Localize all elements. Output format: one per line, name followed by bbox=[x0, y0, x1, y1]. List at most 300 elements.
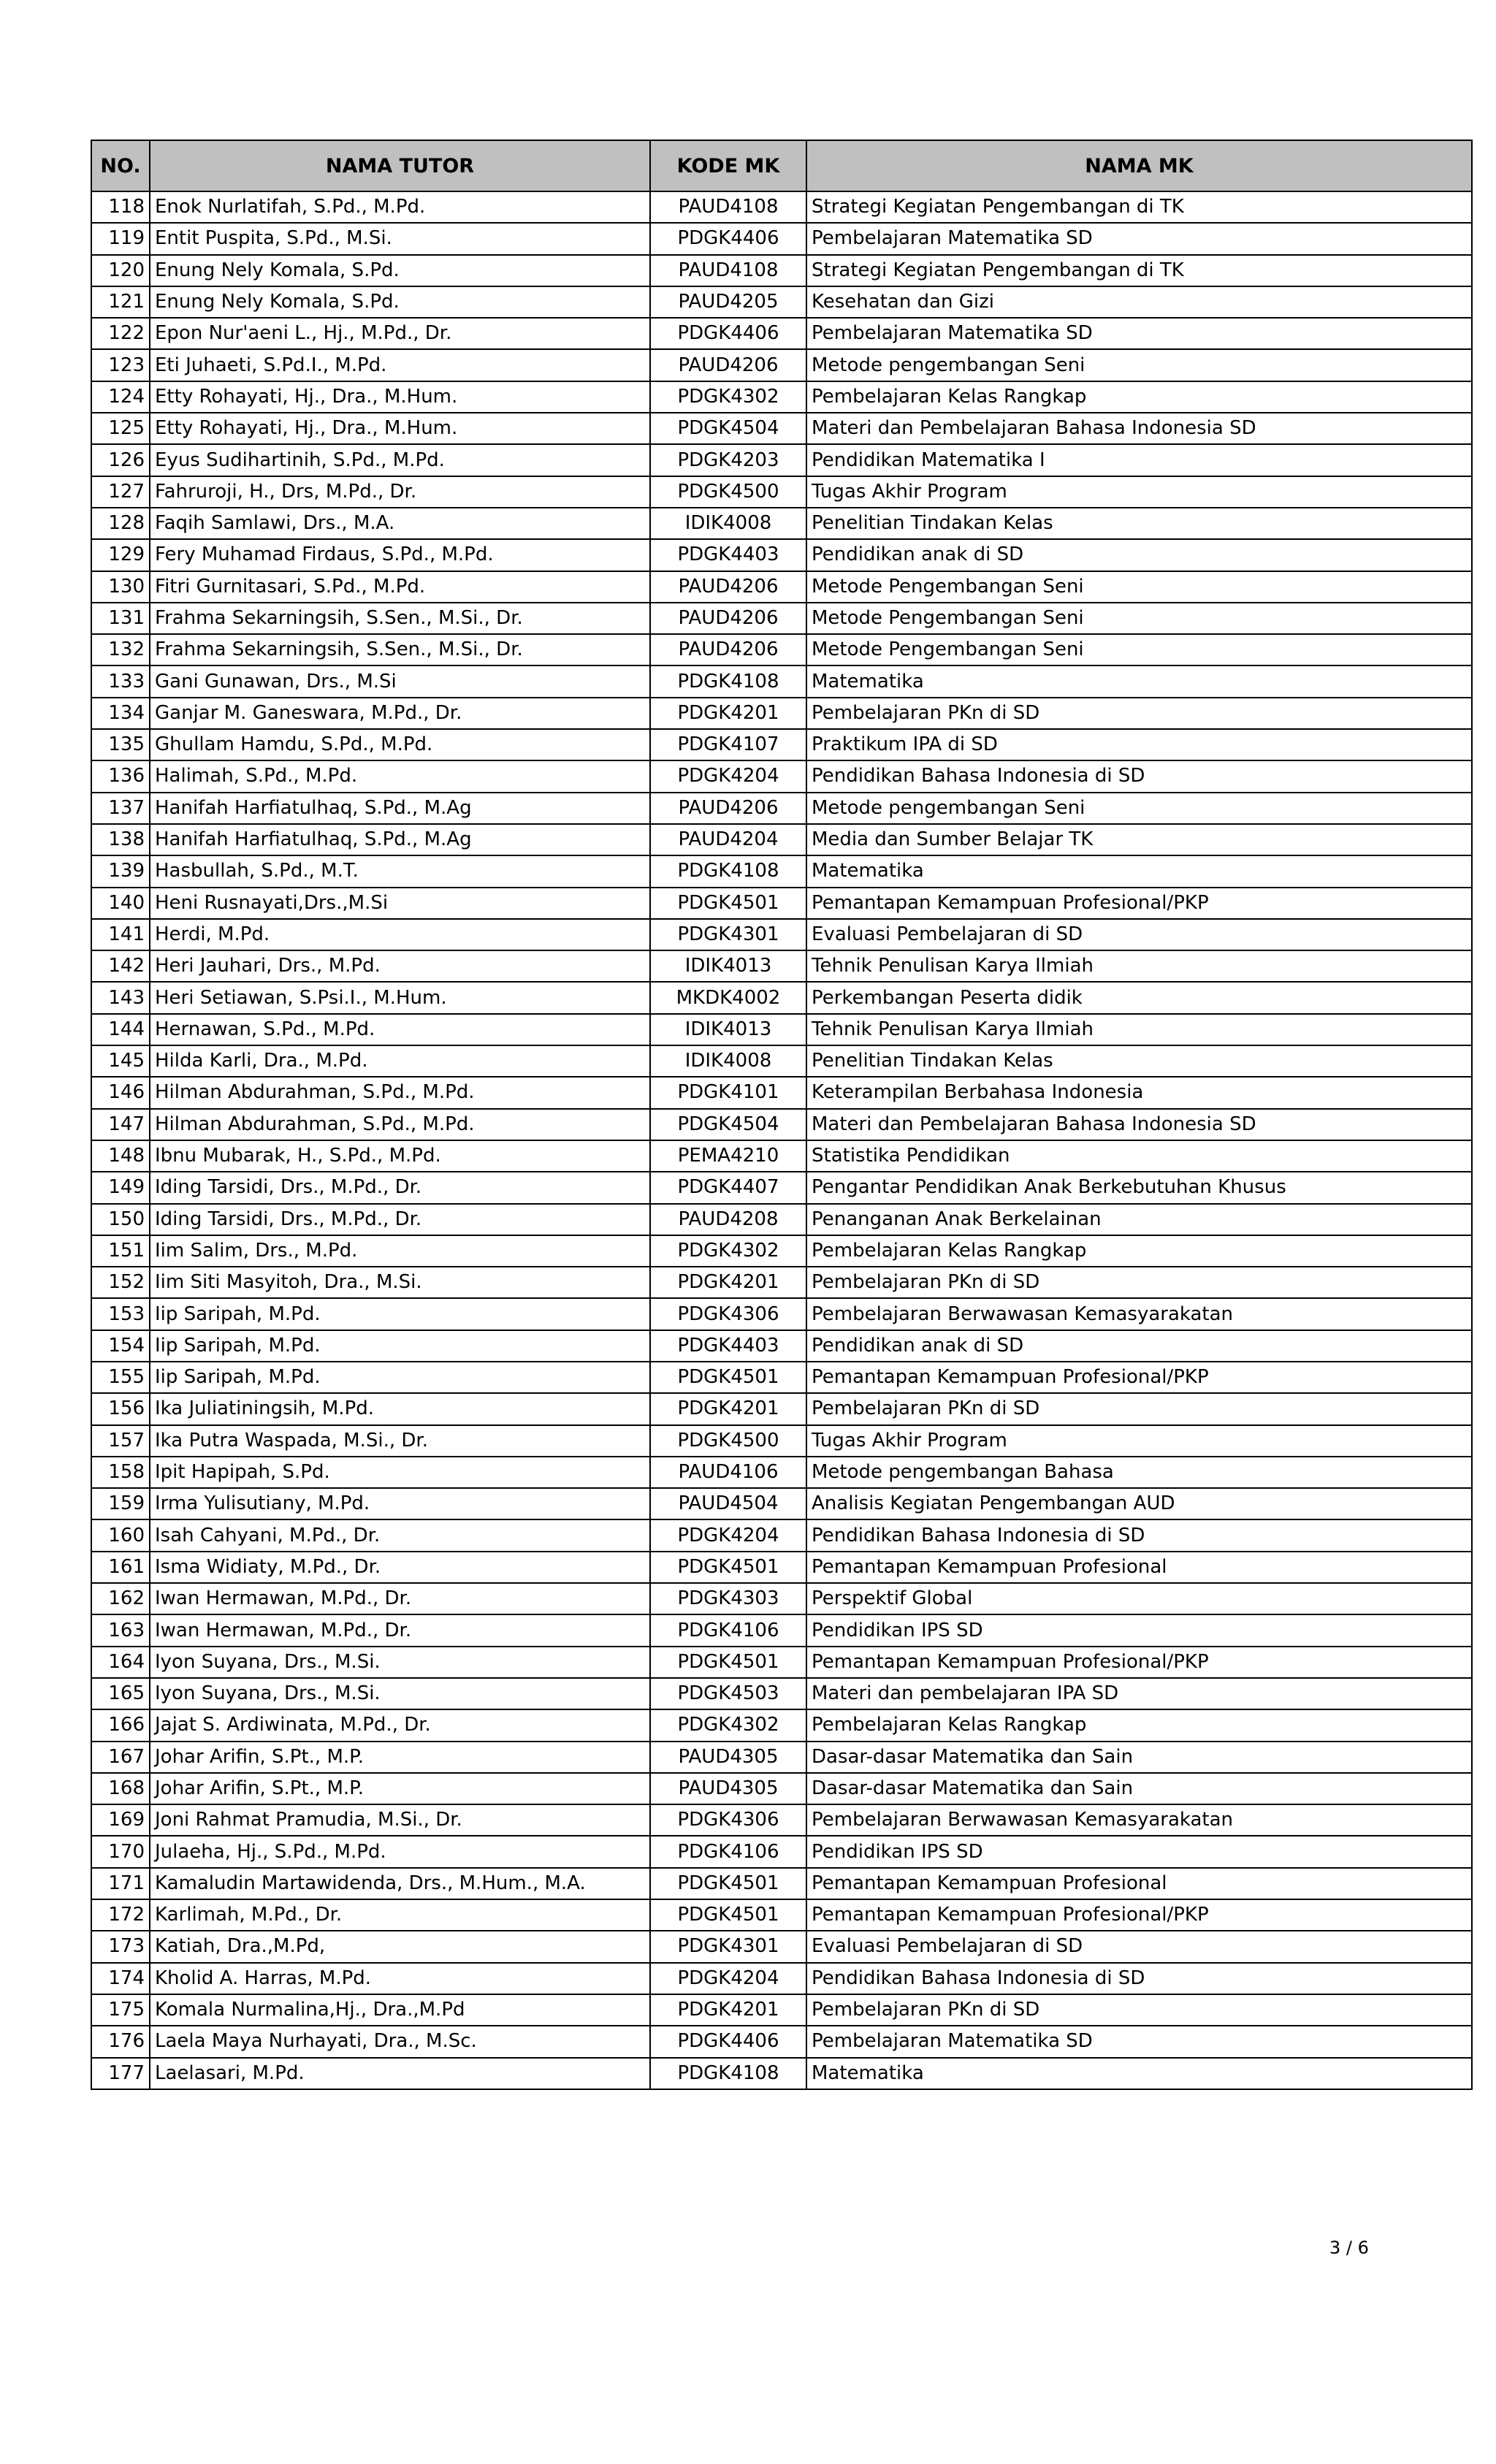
cell-nama-tutor: Laela Maya Nurhayati, Dra., M.Sc. bbox=[150, 2026, 650, 2057]
cell-nama-tutor: Faqih Samlawi, Drs., M.A. bbox=[150, 508, 650, 539]
cell-nama-mk: Metode Pengembangan Seni bbox=[806, 603, 1472, 634]
cell-nama-tutor: Iip Saripah, M.Pd. bbox=[150, 1298, 650, 1330]
table-row bbox=[91, 665, 1472, 697]
cell-nama-mk: Pembelajaran PKn di SD bbox=[806, 1994, 1472, 2026]
cell-nama-tutor: Frahma Sekarningsih, S.Sen., M.Si., Dr. bbox=[150, 634, 650, 665]
table-row bbox=[91, 1709, 1472, 1741]
cell-kode-mk: PAUD4305 bbox=[650, 1773, 806, 1804]
table-row bbox=[91, 1836, 1472, 1867]
cell-kode-mk: PDGK4106 bbox=[650, 1836, 806, 1867]
table-row bbox=[91, 1298, 1472, 1330]
cell-nama-tutor: Entit Puspita, S.Pd., M.Si. bbox=[150, 223, 650, 254]
cell-nama-mk: Tehnik Penulisan Karya Ilmiah bbox=[806, 950, 1472, 982]
cell-kode-mk: PDGK4201 bbox=[650, 1267, 806, 1298]
cell-no: 167 bbox=[91, 1742, 150, 1773]
cell-nama-tutor: Eyus Sudihartinih, S.Pd., M.Pd. bbox=[150, 444, 650, 476]
cell-no: 149 bbox=[91, 1172, 150, 1203]
cell-nama-tutor: Iim Salim, Drs., M.Pd. bbox=[150, 1235, 650, 1267]
cell-nama-tutor: Hanifah Harfiatulhaq, S.Pd., M.Ag bbox=[150, 793, 650, 824]
cell-nama-tutor: Frahma Sekarningsih, S.Sen., M.Si., Dr. bbox=[150, 603, 650, 634]
cell-nama-mk: Metode pengembangan Bahasa bbox=[806, 1457, 1472, 1488]
table-row bbox=[91, 223, 1472, 254]
cell-kode-mk: PDGK4108 bbox=[650, 665, 806, 697]
cell-nama-mk: Matematika bbox=[806, 855, 1472, 887]
cell-kode-mk: PDGK4407 bbox=[650, 1172, 806, 1203]
table-row bbox=[91, 1077, 1472, 1108]
cell-no: 127 bbox=[91, 476, 150, 508]
cell-no: 139 bbox=[91, 855, 150, 887]
cell-nama-tutor: Ika Putra Waspada, M.Si., Dr. bbox=[150, 1425, 650, 1457]
cell-nama-mk: Strategi Kegiatan Pengembangan di TK bbox=[806, 191, 1472, 223]
cell-no: 125 bbox=[91, 413, 150, 444]
cell-nama-mk: Materi dan Pembelajaran Bahasa Indonesia SD bbox=[806, 1109, 1472, 1140]
cell-nama-tutor: Heni Rusnayati,Drs.,M.Si bbox=[150, 888, 650, 919]
cell-kode-mk: PDGK4108 bbox=[650, 2058, 806, 2089]
cell-nama-mk: Keterampilan Berbahasa Indonesia bbox=[806, 1077, 1472, 1108]
cell-nama-tutor: Iim Siti Masyitoh, Dra., M.Si. bbox=[150, 1267, 650, 1298]
table-row bbox=[91, 1140, 1472, 1172]
cell-kode-mk: PDGK4504 bbox=[650, 1109, 806, 1140]
cell-nama-mk: Metode pengembangan Seni bbox=[806, 793, 1472, 824]
cell-nama-tutor: Heri Jauhari, Drs., M.Pd. bbox=[150, 950, 650, 982]
cell-no: 142 bbox=[91, 950, 150, 982]
table-row bbox=[91, 1204, 1472, 1235]
cell-nama-mk: Penelitian Tindakan Kelas bbox=[806, 508, 1472, 539]
table-row bbox=[91, 508, 1472, 539]
cell-nama-tutor: Fahruroji, H., Drs, M.Pd., Dr. bbox=[150, 476, 650, 508]
cell-nama-tutor: Johar Arifin, S.Pt., M.P. bbox=[150, 1773, 650, 1804]
cell-nama-mk: Penelitian Tindakan Kelas bbox=[806, 1045, 1472, 1077]
cell-nama-tutor: Fery Muhamad Firdaus, S.Pd., M.Pd. bbox=[150, 539, 650, 571]
table-row bbox=[91, 1109, 1472, 1140]
cell-kode-mk: PDGK4101 bbox=[650, 1077, 806, 1108]
cell-nama-mk: Pendidikan Bahasa Indonesia di SD bbox=[806, 760, 1472, 792]
cell-nama-mk: Tehnik Penulisan Karya Ilmiah bbox=[806, 1014, 1472, 1045]
cell-nama-mk: Pemantapan Kemampuan Profesional/PKP bbox=[806, 1647, 1472, 1678]
cell-kode-mk: PDGK4301 bbox=[650, 1931, 806, 1962]
cell-nama-tutor: Epon Nur'aeni L., Hj., M.Pd., Dr. bbox=[150, 318, 650, 349]
cell-nama-tutor: Etty Rohayati, Hj., Dra., M.Hum. bbox=[150, 381, 650, 413]
cell-nama-tutor: Iwan Hermawan, M.Pd., Dr. bbox=[150, 1583, 650, 1614]
cell-nama-tutor: Kamaludin Martawidenda, Drs., M.Hum., M.A. bbox=[150, 1868, 650, 1899]
table-row bbox=[91, 444, 1472, 476]
table-row bbox=[91, 793, 1472, 824]
cell-kode-mk: PDGK4501 bbox=[650, 1899, 806, 1931]
cell-kode-mk: PDGK4302 bbox=[650, 1709, 806, 1741]
cell-nama-tutor: Isah Cahyani, M.Pd., Dr. bbox=[150, 1519, 650, 1551]
cell-no: 121 bbox=[91, 286, 150, 318]
cell-kode-mk: PAUD4206 bbox=[650, 793, 806, 824]
cell-no: 134 bbox=[91, 698, 150, 729]
table-row bbox=[91, 1267, 1472, 1298]
table-row bbox=[91, 1804, 1472, 1836]
cell-nama-tutor: Iding Tarsidi, Drs., M.Pd., Dr. bbox=[150, 1204, 650, 1235]
cell-nama-mk: Pendidikan Bahasa Indonesia di SD bbox=[806, 1963, 1472, 1994]
cell-nama-mk: Strategi Kegiatan Pengembangan di TK bbox=[806, 255, 1472, 286]
table-row bbox=[91, 1457, 1472, 1488]
table-row bbox=[91, 1773, 1472, 1804]
cell-kode-mk: PAUD4504 bbox=[650, 1488, 806, 1519]
cell-no: 159 bbox=[91, 1488, 150, 1519]
cell-nama-mk: Pembelajaran Kelas Rangkap bbox=[806, 1709, 1472, 1741]
table-row bbox=[91, 855, 1472, 887]
cell-no: 158 bbox=[91, 1457, 150, 1488]
cell-kode-mk: PAUD4108 bbox=[650, 255, 806, 286]
page-number: 3 / 6 bbox=[1329, 2238, 1369, 2258]
cell-nama-tutor: Etty Rohayati, Hj., Dra., M.Hum. bbox=[150, 413, 650, 444]
cell-kode-mk: PDGK4201 bbox=[650, 1994, 806, 2026]
table-row bbox=[91, 255, 1472, 286]
cell-nama-mk: Pembelajaran Berwawasan Kemasyarakatan bbox=[806, 1298, 1472, 1330]
cell-kode-mk: PAUD4205 bbox=[650, 286, 806, 318]
cell-nama-mk: Pendidikan anak di SD bbox=[806, 539, 1472, 571]
cell-no: 136 bbox=[91, 760, 150, 792]
cell-nama-mk: Praktikum IPA di SD bbox=[806, 729, 1472, 760]
cell-nama-tutor: Iwan Hermawan, M.Pd., Dr. bbox=[150, 1614, 650, 1646]
cell-nama-mk: Evaluasi Pembelajaran di SD bbox=[806, 1931, 1472, 1962]
cell-no: 165 bbox=[91, 1678, 150, 1709]
cell-no: 172 bbox=[91, 1899, 150, 1931]
cell-no: 151 bbox=[91, 1235, 150, 1267]
cell-kode-mk: PAUD4206 bbox=[650, 571, 806, 603]
cell-no: 156 bbox=[91, 1393, 150, 1424]
cell-kode-mk: PDGK4107 bbox=[650, 729, 806, 760]
table-row bbox=[91, 1614, 1472, 1646]
cell-nama-tutor: Ibnu Mubarak, H., S.Pd., M.Pd. bbox=[150, 1140, 650, 1172]
table-row bbox=[91, 191, 1472, 223]
table-row bbox=[91, 1678, 1472, 1709]
cell-nama-mk: Pemantapan Kemampuan Profesional/PKP bbox=[806, 1899, 1472, 1931]
cell-kode-mk: PDGK4501 bbox=[650, 1868, 806, 1899]
cell-kode-mk: PDGK4108 bbox=[650, 855, 806, 887]
table-row bbox=[91, 1235, 1472, 1267]
cell-nama-mk: Perspektif Global bbox=[806, 1583, 1472, 1614]
cell-nama-mk: Pembelajaran Matematika SD bbox=[806, 223, 1472, 254]
cell-no: 140 bbox=[91, 888, 150, 919]
table-row bbox=[91, 888, 1472, 919]
cell-nama-mk: Tugas Akhir Program bbox=[806, 1425, 1472, 1457]
cell-kode-mk: PDGK4503 bbox=[650, 1678, 806, 1709]
table-row bbox=[91, 2058, 1472, 2089]
cell-nama-mk: Metode Pengembangan Seni bbox=[806, 634, 1472, 665]
table-row bbox=[91, 476, 1472, 508]
cell-nama-mk: Pendidikan IPS SD bbox=[806, 1836, 1472, 1867]
cell-nama-mk: Matematika bbox=[806, 2058, 1472, 2089]
cell-nama-mk: Pendidikan anak di SD bbox=[806, 1330, 1472, 1362]
table-row bbox=[91, 381, 1472, 413]
cell-nama-tutor: Irma Yulisutiany, M.Pd. bbox=[150, 1488, 650, 1519]
cell-kode-mk: IDIK4013 bbox=[650, 1014, 806, 1045]
cell-no: 132 bbox=[91, 634, 150, 665]
cell-no: 170 bbox=[91, 1836, 150, 1867]
cell-no: 143 bbox=[91, 982, 150, 1013]
cell-nama-tutor: Karlimah, M.Pd., Dr. bbox=[150, 1899, 650, 1931]
cell-nama-tutor: Enung Nely Komala, S.Pd. bbox=[150, 286, 650, 318]
cell-nama-mk: Pembelajaran Berwawasan Kemasyarakatan bbox=[806, 1804, 1472, 1836]
cell-no: 157 bbox=[91, 1425, 150, 1457]
table-row bbox=[91, 634, 1472, 665]
table-body bbox=[91, 191, 1472, 2089]
cell-kode-mk: IDIK4008 bbox=[650, 1045, 806, 1077]
cell-no: 119 bbox=[91, 223, 150, 254]
cell-nama-mk: Statistika Pendidikan bbox=[806, 1140, 1472, 1172]
cell-nama-tutor: Hilman Abdurahman, S.Pd., M.Pd. bbox=[150, 1077, 650, 1108]
cell-nama-mk: Dasar-dasar Matematika dan Sain bbox=[806, 1773, 1472, 1804]
table-row bbox=[91, 286, 1472, 318]
cell-nama-tutor: Iding Tarsidi, Drs., M.Pd., Dr. bbox=[150, 1172, 650, 1203]
cell-nama-mk: Pembelajaran PKn di SD bbox=[806, 698, 1472, 729]
cell-kode-mk: PAUD4206 bbox=[650, 603, 806, 634]
cell-kode-mk: PDGK4303 bbox=[650, 1583, 806, 1614]
cell-kode-mk: PDGK4204 bbox=[650, 1963, 806, 1994]
table-row bbox=[91, 1583, 1472, 1614]
cell-nama-mk: Materi dan Pembelajaran Bahasa Indonesia SD bbox=[806, 413, 1472, 444]
cell-nama-tutor: Heri Setiawan, S.Psi.I., M.Hum. bbox=[150, 982, 650, 1013]
cell-no: 118 bbox=[91, 191, 150, 223]
cell-no: 122 bbox=[91, 318, 150, 349]
cell-kode-mk: PDGK4203 bbox=[650, 444, 806, 476]
cell-no: 153 bbox=[91, 1298, 150, 1330]
cell-nama-tutor: Laelasari, M.Pd. bbox=[150, 2058, 650, 2089]
cell-nama-mk: Perkembangan Peserta didik bbox=[806, 982, 1472, 1013]
table-row bbox=[91, 603, 1472, 634]
cell-no: 138 bbox=[91, 824, 150, 855]
cell-no: 152 bbox=[91, 1267, 150, 1298]
table-row bbox=[91, 1931, 1472, 1962]
cell-no: 166 bbox=[91, 1709, 150, 1741]
cell-nama-tutor: Iip Saripah, M.Pd. bbox=[150, 1330, 650, 1362]
cell-nama-tutor: Eti Juhaeti, S.Pd.I., M.Pd. bbox=[150, 349, 650, 381]
cell-nama-mk: Evaluasi Pembelajaran di SD bbox=[806, 919, 1472, 950]
cell-no: 126 bbox=[91, 444, 150, 476]
cell-nama-tutor: Iyon Suyana, Drs., M.Si. bbox=[150, 1647, 650, 1678]
cell-no: 175 bbox=[91, 1994, 150, 2026]
cell-no: 120 bbox=[91, 255, 150, 286]
table-row bbox=[91, 729, 1472, 760]
cell-no: 144 bbox=[91, 1014, 150, 1045]
cell-kode-mk: PDGK4406 bbox=[650, 223, 806, 254]
table-row bbox=[91, 1362, 1472, 1393]
cell-nama-mk: Pembelajaran Matematika SD bbox=[806, 318, 1472, 349]
cell-no: 124 bbox=[91, 381, 150, 413]
table-row bbox=[91, 1868, 1472, 1899]
table-row bbox=[91, 950, 1472, 982]
table-row bbox=[91, 349, 1472, 381]
cell-nama-tutor: Iyon Suyana, Drs., M.Si. bbox=[150, 1678, 650, 1709]
cell-nama-mk: Metode pengembangan Seni bbox=[806, 349, 1472, 381]
cell-nama-mk: Pembelajaran PKn di SD bbox=[806, 1267, 1472, 1298]
cell-no: 164 bbox=[91, 1647, 150, 1678]
cell-nama-mk: Pembelajaran Matematika SD bbox=[806, 2026, 1472, 2057]
cell-kode-mk: PAUD4204 bbox=[650, 824, 806, 855]
cell-no: 176 bbox=[91, 2026, 150, 2057]
cell-kode-mk: PDGK4204 bbox=[650, 760, 806, 792]
table-row bbox=[91, 1330, 1472, 1362]
cell-kode-mk: PDGK4406 bbox=[650, 318, 806, 349]
cell-nama-tutor: Enung Nely Komala, S.Pd. bbox=[150, 255, 650, 286]
cell-kode-mk: IDIK4008 bbox=[650, 508, 806, 539]
tutor-table bbox=[91, 140, 1473, 2090]
cell-no: 168 bbox=[91, 1773, 150, 1804]
cell-no: 173 bbox=[91, 1931, 150, 1962]
cell-nama-tutor: Joni Rahmat Pramudia, M.Si., Dr. bbox=[150, 1804, 650, 1836]
cell-kode-mk: PEMA4210 bbox=[650, 1140, 806, 1172]
cell-no: 128 bbox=[91, 508, 150, 539]
table-row bbox=[91, 539, 1472, 571]
table-header-row bbox=[91, 140, 1472, 191]
cell-kode-mk: PDGK4106 bbox=[650, 1614, 806, 1646]
cell-nama-tutor: Hernawan, S.Pd., M.Pd. bbox=[150, 1014, 650, 1045]
table-row bbox=[91, 2026, 1472, 2057]
cell-nama-mk: Pengantar Pendidikan Anak Berkebutuhan Khusus bbox=[806, 1172, 1472, 1203]
cell-kode-mk: PDGK4302 bbox=[650, 381, 806, 413]
header-nama-tutor: NAMA TUTOR bbox=[150, 140, 650, 191]
table-row bbox=[91, 1488, 1472, 1519]
cell-nama-tutor: Halimah, S.Pd., M.Pd. bbox=[150, 760, 650, 792]
cell-kode-mk: PDGK4201 bbox=[650, 698, 806, 729]
table-row bbox=[91, 1899, 1472, 1931]
cell-nama-tutor: Gani Gunawan, Drs., M.Si bbox=[150, 665, 650, 697]
cell-kode-mk: PDGK4406 bbox=[650, 2026, 806, 2057]
cell-nama-tutor: Komala Nurmalina,Hj., Dra.,M.Pd bbox=[150, 1994, 650, 2026]
cell-nama-mk: Dasar-dasar Matematika dan Sain bbox=[806, 1742, 1472, 1773]
cell-nama-mk: Pemantapan Kemampuan Profesional bbox=[806, 1552, 1472, 1583]
cell-nama-tutor: Katiah, Dra.,M.Pd, bbox=[150, 1931, 650, 1962]
table-row bbox=[91, 1014, 1472, 1045]
cell-no: 160 bbox=[91, 1519, 150, 1551]
table-row bbox=[91, 1425, 1472, 1457]
cell-no: 123 bbox=[91, 349, 150, 381]
table-row bbox=[91, 698, 1472, 729]
cell-nama-mk: Pemantapan Kemampuan Profesional bbox=[806, 1868, 1472, 1899]
header-kode-mk: KODE MK bbox=[650, 140, 806, 191]
cell-no: 169 bbox=[91, 1804, 150, 1836]
cell-kode-mk: PDGK4301 bbox=[650, 919, 806, 950]
cell-no: 137 bbox=[91, 793, 150, 824]
cell-nama-tutor: Ika Juliatiningsih, M.Pd. bbox=[150, 1393, 650, 1424]
cell-nama-tutor: Iip Saripah, M.Pd. bbox=[150, 1362, 650, 1393]
header-nama-mk: NAMA MK bbox=[806, 140, 1472, 191]
cell-nama-mk: Analisis Kegiatan Pengembangan AUD bbox=[806, 1488, 1472, 1519]
cell-nama-mk: Metode Pengembangan Seni bbox=[806, 571, 1472, 603]
cell-kode-mk: PDGK4504 bbox=[650, 413, 806, 444]
cell-kode-mk: PAUD4106 bbox=[650, 1457, 806, 1488]
cell-kode-mk: PDGK4500 bbox=[650, 1425, 806, 1457]
table-row bbox=[91, 1994, 1472, 2026]
cell-nama-mk: Pembelajaran PKn di SD bbox=[806, 1393, 1472, 1424]
cell-kode-mk: PDGK4204 bbox=[650, 1519, 806, 1551]
cell-nama-tutor: Hilda Karli, Dra., M.Pd. bbox=[150, 1045, 650, 1077]
cell-no: 129 bbox=[91, 539, 150, 571]
cell-no: 174 bbox=[91, 1963, 150, 1994]
cell-no: 171 bbox=[91, 1868, 150, 1899]
cell-no: 147 bbox=[91, 1109, 150, 1140]
cell-nama-tutor: Ganjar M. Ganeswara, M.Pd., Dr. bbox=[150, 698, 650, 729]
cell-no: 148 bbox=[91, 1140, 150, 1172]
cell-no: 154 bbox=[91, 1330, 150, 1362]
cell-kode-mk: PDGK4306 bbox=[650, 1298, 806, 1330]
cell-no: 145 bbox=[91, 1045, 150, 1077]
cell-nama-mk: Pembelajaran Kelas Rangkap bbox=[806, 381, 1472, 413]
cell-nama-tutor: Enok Nurlatifah, S.Pd., M.Pd. bbox=[150, 191, 650, 223]
cell-nama-tutor: Ipit Hapipah, S.Pd. bbox=[150, 1457, 650, 1488]
cell-no: 150 bbox=[91, 1204, 150, 1235]
cell-nama-tutor: Isma Widiaty, M.Pd., Dr. bbox=[150, 1552, 650, 1583]
cell-kode-mk: PDGK4501 bbox=[650, 1362, 806, 1393]
header-no: NO. bbox=[91, 140, 150, 191]
cell-no: 133 bbox=[91, 665, 150, 697]
cell-nama-tutor: Julaeha, Hj., S.Pd., M.Pd. bbox=[150, 1836, 650, 1867]
table-row bbox=[91, 919, 1472, 950]
cell-no: 177 bbox=[91, 2058, 150, 2089]
table-row bbox=[91, 571, 1472, 603]
table-row bbox=[91, 413, 1472, 444]
cell-no: 162 bbox=[91, 1583, 150, 1614]
cell-nama-mk: Kesehatan dan Gizi bbox=[806, 286, 1472, 318]
table-row bbox=[91, 1045, 1472, 1077]
cell-nama-tutor: Herdi, M.Pd. bbox=[150, 919, 650, 950]
cell-kode-mk: PDGK4500 bbox=[650, 476, 806, 508]
cell-kode-mk: PDGK4501 bbox=[650, 1647, 806, 1678]
cell-kode-mk: PDGK4403 bbox=[650, 1330, 806, 1362]
cell-nama-tutor: Kholid A. Harras, M.Pd. bbox=[150, 1963, 650, 1994]
cell-nama-tutor: Ghullam Hamdu, S.Pd., M.Pd. bbox=[150, 729, 650, 760]
cell-nama-mk: Matematika bbox=[806, 665, 1472, 697]
table-row bbox=[91, 1172, 1472, 1203]
table-row bbox=[91, 1519, 1472, 1551]
cell-no: 141 bbox=[91, 919, 150, 950]
cell-kode-mk: PDGK4501 bbox=[650, 888, 806, 919]
table-row bbox=[91, 982, 1472, 1013]
cell-nama-mk: Pemantapan Kemampuan Profesional/PKP bbox=[806, 1362, 1472, 1393]
cell-kode-mk: PAUD4208 bbox=[650, 1204, 806, 1235]
cell-nama-mk: Media dan Sumber Belajar TK bbox=[806, 824, 1472, 855]
table-row bbox=[91, 318, 1472, 349]
cell-no: 161 bbox=[91, 1552, 150, 1583]
cell-nama-tutor: Fitri Gurnitasari, S.Pd., M.Pd. bbox=[150, 571, 650, 603]
cell-no: 163 bbox=[91, 1614, 150, 1646]
cell-nama-tutor: Hanifah Harfiatulhaq, S.Pd., M.Ag bbox=[150, 824, 650, 855]
cell-kode-mk: PDGK4306 bbox=[650, 1804, 806, 1836]
table-row bbox=[91, 1647, 1472, 1678]
cell-nama-tutor: Hasbullah, S.Pd., M.T. bbox=[150, 855, 650, 887]
table-row bbox=[91, 824, 1472, 855]
cell-nama-tutor: Jajat S. Ardiwinata, M.Pd., Dr. bbox=[150, 1709, 650, 1741]
cell-nama-tutor: Johar Arifin, S.Pt., M.P. bbox=[150, 1742, 650, 1773]
cell-kode-mk: PDGK4302 bbox=[650, 1235, 806, 1267]
cell-kode-mk: PDGK4501 bbox=[650, 1552, 806, 1583]
cell-kode-mk: PAUD4206 bbox=[650, 634, 806, 665]
cell-kode-mk: PAUD4108 bbox=[650, 191, 806, 223]
cell-kode-mk: MKDK4002 bbox=[650, 982, 806, 1013]
cell-no: 135 bbox=[91, 729, 150, 760]
cell-kode-mk: IDIK4013 bbox=[650, 950, 806, 982]
cell-no: 155 bbox=[91, 1362, 150, 1393]
cell-nama-mk: Pendidikan IPS SD bbox=[806, 1614, 1472, 1646]
cell-kode-mk: PAUD4305 bbox=[650, 1742, 806, 1773]
cell-kode-mk: PAUD4206 bbox=[650, 349, 806, 381]
cell-kode-mk: PDGK4201 bbox=[650, 1393, 806, 1424]
cell-no: 130 bbox=[91, 571, 150, 603]
cell-nama-mk: Materi dan pembelajaran IPA SD bbox=[806, 1678, 1472, 1709]
cell-nama-mk: Penanganan Anak Berkelainan bbox=[806, 1204, 1472, 1235]
table-row bbox=[91, 1742, 1472, 1773]
cell-no: 146 bbox=[91, 1077, 150, 1108]
table-row bbox=[91, 1552, 1472, 1583]
cell-nama-mk: Pembelajaran Kelas Rangkap bbox=[806, 1235, 1472, 1267]
table-row bbox=[91, 760, 1472, 792]
table-row bbox=[91, 1963, 1472, 1994]
